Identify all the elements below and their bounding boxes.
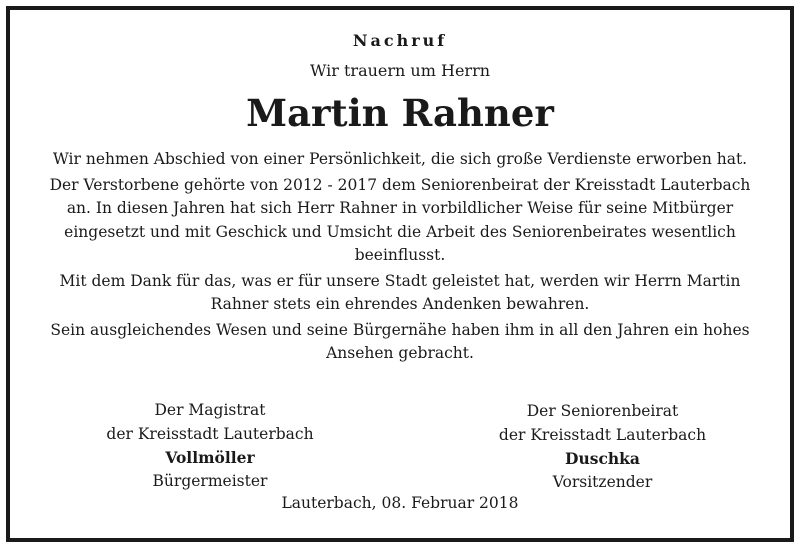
signature-city: der Kreisstadt Lauterbach [498, 425, 707, 444]
paragraph-character: Sein ausgleichendes Wesen und seine Bürgernähe haben ihm in all den Jahren ein hohes Ansehen gebracht. [50, 320, 750, 362]
signature-signer: Vollmöller [165, 448, 255, 467]
paragraph-farewell: Wir nehmen Abschied von einer Persönlichkeit, die sich große Verdienste erworben hat. [52, 150, 748, 168]
signature-block-seniorenbeirat [450, 400, 755, 494]
signature-city: der Kreisstadt Lauterbach [106, 424, 314, 443]
paragraph-service: Der Verstorbene gehörte von 2012 - 2017 dem Seniorenbeirat der Kreisstadt Lauterbach an. In diesen Jahren hat sich Herr Rahner in vorbildlicher Weise für seine Mitbürger eingesetzt und mit Geschick und Umsicht die Arbeit des Seniorenbeirates wesentlich beeinflusst. [49, 175, 751, 264]
signature-organization: Der Magistrat [154, 401, 266, 419]
signature-signer: Duschka [565, 449, 640, 468]
place-and-date: Lauterbach, 08. Februar 2018 [281, 494, 519, 512]
deceased-name: Martin Rahner [246, 91, 554, 135]
signature-role: Vorsitzender [552, 472, 653, 491]
signature-role: Bürgermeister [152, 471, 268, 490]
notice-heading: Nachruf [352, 31, 448, 50]
intro-line: Wir trauern um Herrn [309, 61, 491, 80]
notice-body [40, 148, 760, 368]
signature-organization: Der Seniorenbeirat [526, 402, 679, 420]
signature-block-magistrat [60, 399, 360, 493]
paragraph-thanks: Mit dem Dank für das, was er für unsere Stadt geleistet hat, werden wir Herrn Martin Rahner stets ein ehrendes Andenken bewahren. [59, 271, 741, 313]
